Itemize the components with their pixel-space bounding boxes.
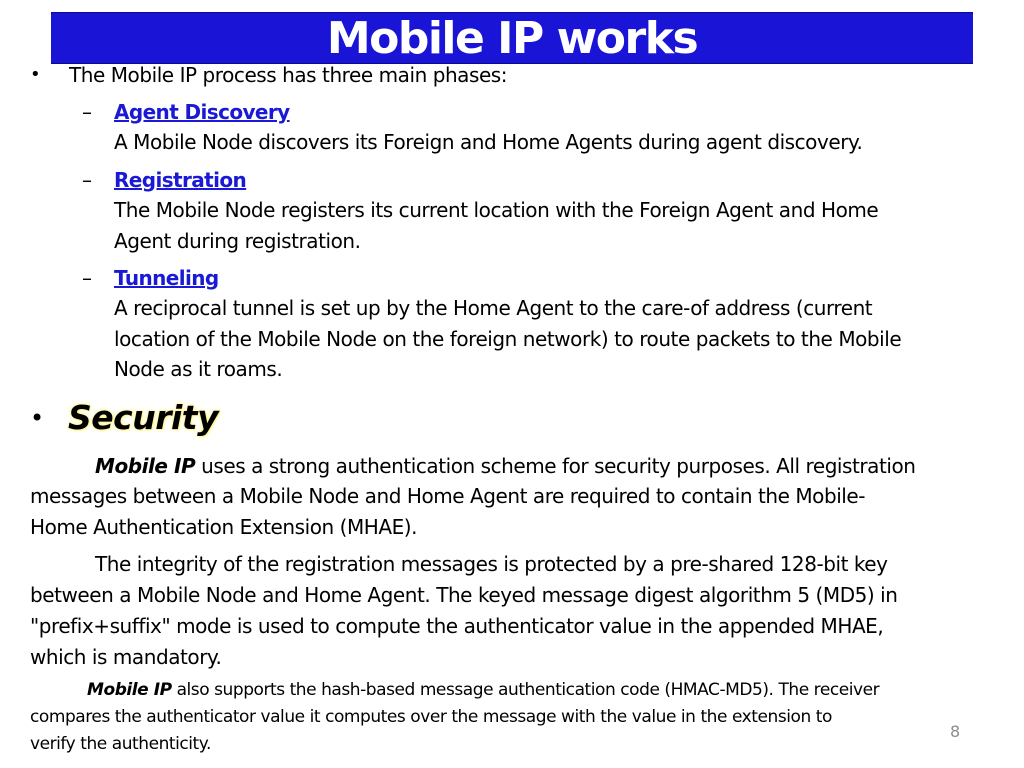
security-p2-line1: The integrity of the registration messages is protected by a pre-shared 128-bit key [95, 552, 888, 576]
page-number: 8 [950, 722, 961, 741]
security-p3-line1 [87, 677, 879, 704]
registration-link[interactable]: Registration [114, 168, 247, 192]
security-heading: Security [68, 398, 219, 437]
agent-discovery-link[interactable]: Agent Discovery [114, 100, 290, 124]
bullet-dot: • [30, 64, 41, 85]
security-p1-line1-rest: uses a strong authentication scheme for security purposes. All registration [195, 454, 916, 478]
mobile-ip-emphasis: Mobile IP [87, 680, 172, 700]
intro-text: The Mobile IP process has three main phases: [69, 63, 508, 87]
tunneling-desc-line: location of the Mobile Node on the foreign network) to route packets to the Mobile [114, 327, 902, 351]
security-p3-line1-rest: also supports the hash-based message authentication code (HMAC-MD5). The receiver [171, 680, 880, 700]
slide-title: Mobile IP works [326, 13, 698, 64]
agent-discovery-desc: A Mobile Node discovers its Foreign and Home Agents during agent discovery. [114, 130, 863, 154]
registration-desc-line: Agent during registration. [114, 229, 361, 253]
tunneling-link[interactable]: Tunneling [114, 266, 219, 290]
security-p3-line2: compares the authenticator value it computes over the message with the value in the extension to [30, 707, 832, 727]
security-p2-line3: "prefix+suffix" mode is used to compute the authenticator value in the appended MHAE, [30, 614, 884, 638]
title-bar [51, 12, 973, 64]
security-p3-line3: verify the authenticity. [30, 734, 211, 754]
security-p1-line2: messages between a Mobile Node and Home Agent are required to contain the Mobile- [30, 484, 866, 508]
dash-bullet: – [82, 168, 92, 192]
security-p1-line1 [95, 451, 916, 481]
mobile-ip-emphasis: Mobile IP [95, 454, 196, 478]
dash-bullet: – [82, 266, 92, 290]
security-p2-line2: between a Mobile Node and Home Agent. The keyed message digest algorithm 5 (MD5) in [30, 583, 898, 607]
security-bullet-dot: • [30, 404, 45, 432]
dash-bullet: – [82, 100, 92, 124]
registration-desc-line: The Mobile Node registers its current location with the Foreign Agent and Home [114, 198, 879, 222]
tunneling-desc-line: Node as it roams. [114, 357, 283, 381]
security-p1-line3: Home Authentication Extension (MHAE). [30, 515, 418, 539]
tunneling-desc-line: A reciprocal tunnel is set up by the Home Agent to the care-of address (current [114, 296, 873, 320]
security-p2-line4: which is mandatory. [30, 645, 222, 669]
